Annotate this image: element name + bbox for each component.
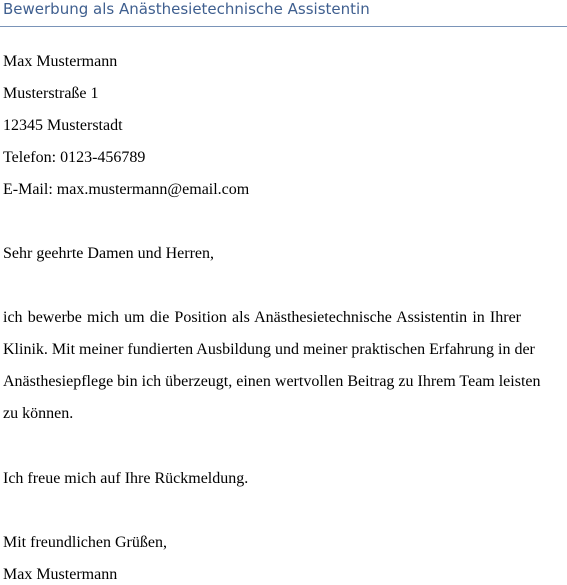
body-line-4: zu können. <box>3 405 74 422</box>
heading-divider <box>0 26 567 27</box>
sender-name: Max Mustermann <box>3 53 118 70</box>
salutation: Sehr geehrte Damen und Herren, <box>3 245 215 262</box>
body-line-1: ich bewerbe mich um die Position als Anästhesietechnische Assistentin in Ihrer <box>3 309 521 326</box>
sender-email: E-Mail: max.mustermann@email.com <box>3 181 250 198</box>
body-line-2: Klinik. Mit meiner fundierten Ausbildung und meiner praktischen Erfahrung in der <box>3 341 535 358</box>
sender-city: 12345 Musterstadt <box>3 117 123 134</box>
closing-formula: Mit freundlichen Grüßen, <box>3 534 167 551</box>
document-heading: Bewerbung als Anästhesietechnische Assistentin <box>3 0 370 18</box>
sender-street: Musterstraße 1 <box>3 85 99 102</box>
closing-sentence: Ich freue mich auf Ihre Rückmeldung. <box>3 470 249 487</box>
signature-name: Max Mustermann <box>3 566 118 583</box>
body-line-3: Anästhesiepflege bin ich überzeugt, einen wertvollen Beitrag zu Ihrem Team leisten <box>3 373 541 390</box>
sender-phone: Telefon: 0123-456789 <box>3 149 146 166</box>
